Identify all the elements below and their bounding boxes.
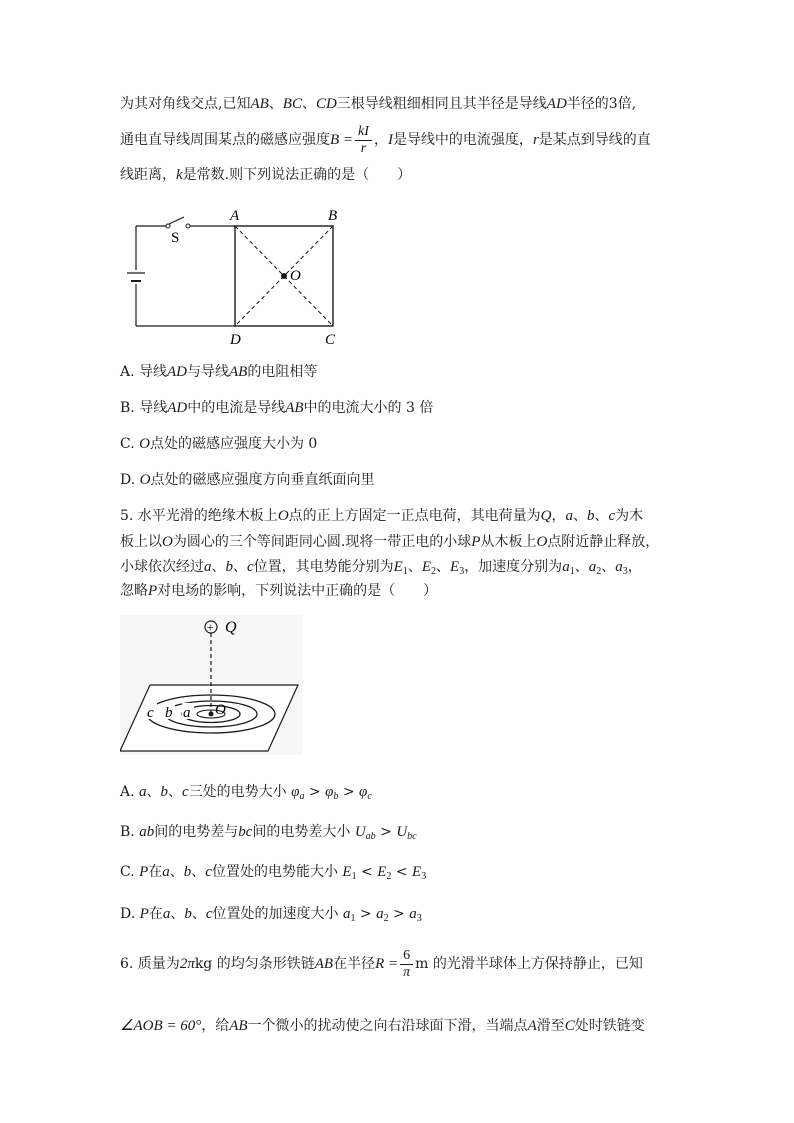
label-b: b: [165, 705, 173, 721]
label-c: C: [325, 332, 336, 348]
q4-stem-line-1: 为其对角线交点,已知AB、BC、CD三根导线粗细相同且其半径是导线AD半径的3倍,: [120, 96, 637, 112]
q4-option-d[interactable]: D. O点处的磁感应强度方向垂直纸面向里: [120, 472, 375, 488]
q4-stem-line-3: 线距离，k是常数.则下列说法正确的是（ ）: [120, 167, 412, 183]
q4-option-c[interactable]: C. O点处的磁感应强度大小为 0: [120, 436, 318, 452]
q4-option-a[interactable]: A. 导线AD与导线AB的电阻相等: [120, 364, 318, 380]
switch-label: S: [171, 230, 180, 246]
q6-stem-line-1: 6. 质量为2πkg 的均匀条形铁链AB在半径R = $\frac{6}{\pi}$ m 的光滑半球体上方保持静止，已知: [120, 947, 643, 980]
switch-contact-right: [186, 224, 190, 228]
label-d: D: [230, 332, 241, 348]
switch-blade: [169, 217, 184, 224]
label-o: O: [290, 268, 301, 284]
label-b: B: [328, 208, 338, 224]
center-point: [281, 273, 287, 279]
q4-stem-line-2: 通电直导线周围某点的磁感应强度B = $\frac{kI}{r}$ ，I是导线中的电流强度，r是某点到导线的直: [120, 123, 651, 156]
radius-fraction: $\frac{6}{\pi}$: [400, 948, 413, 981]
switch-contact-left: [166, 224, 170, 228]
charge-board-diagram: [120, 615, 302, 755]
label-a: A: [230, 208, 240, 224]
label-o: O: [215, 702, 226, 718]
formula-fraction: $\frac{kI}{r}$: [355, 124, 372, 157]
q5-option-c[interactable]: C. P在a、b、c位置处的电势能大小 $E_1 < E_2 < E_3$: [120, 864, 427, 882]
q5-stem-line-1: 5. 水平光滑的绝缘木板上O点的正上方固定一正点电荷，其电荷量为Q，a、b、c为木: [120, 508, 644, 524]
center-o-point: [209, 712, 214, 717]
q5-option-b[interactable]: B. ab间的电势差与bc间的电势差大小 $U_{ab} > U_{bc}$: [120, 824, 417, 842]
q5-option-a[interactable]: A. a、b、c三处的电势大小 $\varphi_a > \varphi_b > \varphi_c$: [120, 784, 372, 802]
label-q: Q: [225, 619, 237, 636]
q5-stem-line-3: 小球依次经过a、b、c位置，其电势能分别为$E_1$、$E_2$、$E_3$，加速度分别为$a_1$、$a_2$、$a_3$，: [120, 559, 642, 577]
q4-option-b[interactable]: B. 导线AD中的电流是导线AB中的电流大小的 3 倍: [120, 400, 434, 416]
circuit-diagram: [120, 202, 350, 350]
plus-sign: +: [206, 619, 214, 635]
q5-option-d[interactable]: D. P在a、b、c位置处的加速度大小 $a_1 > a_2 > a_3$: [120, 906, 422, 924]
q5-stem-line-2: 板上以O为圆心的三个等间距同心圆.现将一带正电的小球P从木板上O点附近静止释放，: [120, 534, 660, 550]
q5-stem-line-4: 忽略P对电场的影响，下列说法中正确的是（ ）: [120, 583, 438, 599]
label-c: c: [147, 705, 154, 721]
label-a: a: [183, 705, 191, 721]
q6-stem-line-2: ∠AOB = 60°，给AB一个微小的扰动使之向右沿球面下滑，当端点A滑至C处时铁链变: [120, 1018, 645, 1034]
